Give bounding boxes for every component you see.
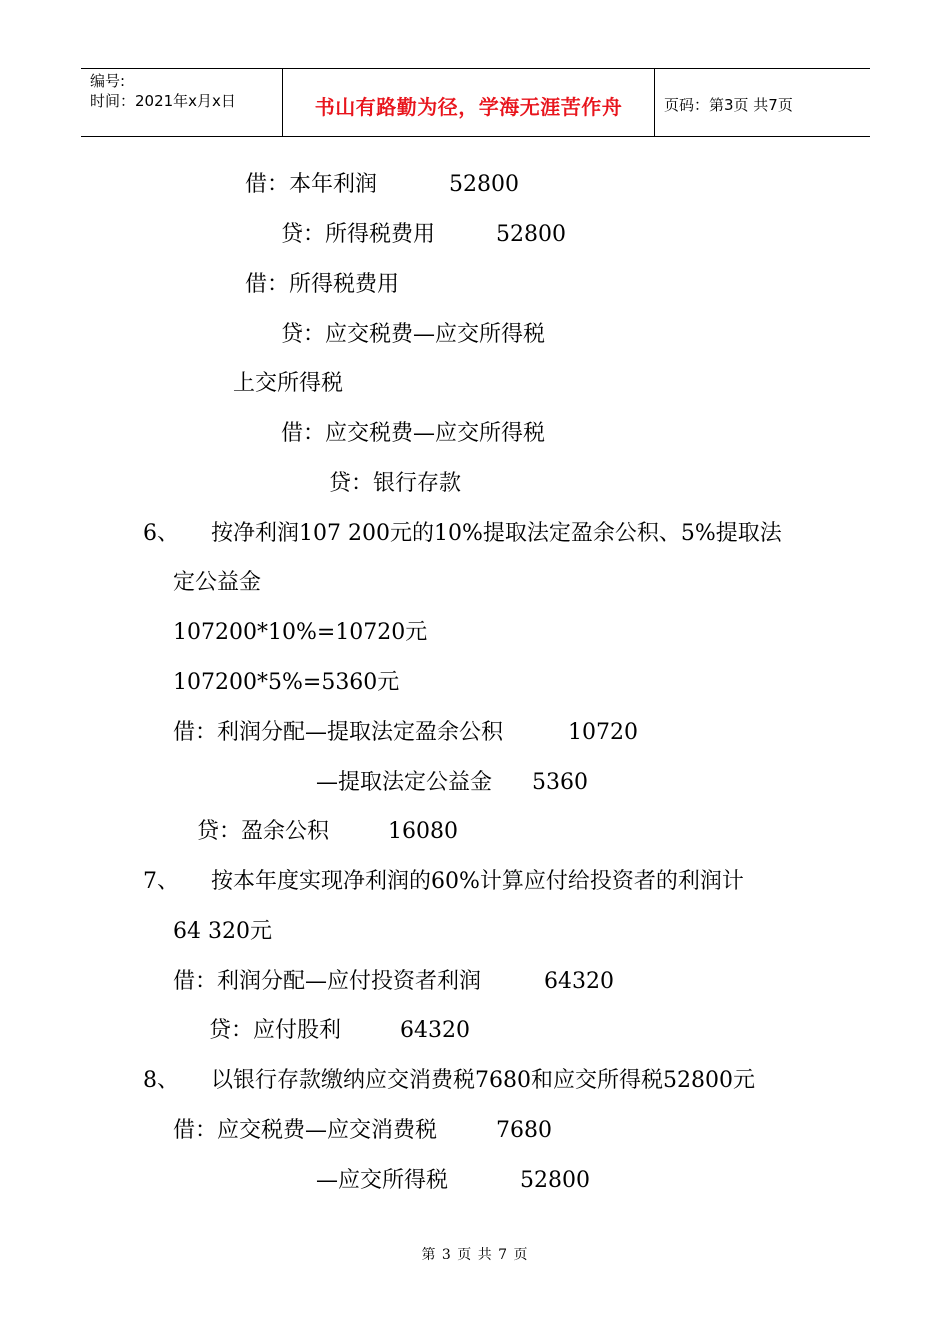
entry-amount: 10720 [568,720,638,745]
entry-line: 贷：所得税费用 [281,222,436,247]
entry-line: 借：所得税费用 [245,272,400,297]
entry-line: 借：本年利润 [245,172,378,197]
entry-line: 上交所得税 [233,371,344,396]
entry-amount: 7680 [496,1118,552,1143]
entry-line: 贷：应交税费—应交所得税 [281,322,546,347]
item-text: 按净利润107 200元的10%提取法定盈余公积、5%提取法 [211,521,782,546]
entry-amount: 64320 [544,969,614,994]
time-label: 时间：2021年x月x日 [90,92,236,110]
calc-line: 107200*10%=10720元 [173,620,428,645]
document-header [81,68,870,137]
header-motto: 书山有路勤为径，学海无涯苦作舟 [314,95,623,119]
entry-amount: 52800 [449,172,519,197]
entry-line: —提取法定公益金 [316,770,493,795]
header-divider [654,69,655,136]
entry-line: 贷：应付股利 [209,1018,342,1043]
entry-amount: 64320 [400,1018,470,1043]
header-page-info: 页码：第3页 共7页 [664,96,793,114]
entry-line: —应交所得税 [316,1168,449,1193]
item-text: 以银行存款缴纳应交消费税7680和应交所得税52800元 [211,1068,755,1093]
item-number: 8、 [143,1068,179,1093]
entry-line: 借：利润分配—提取法定盈余公积 [173,720,504,745]
calc-line: 107200*5%=5360元 [173,670,400,695]
entry-line: 借：应交税费—应交所得税 [281,421,546,446]
number-label: 编号: [90,72,126,90]
item-text: 定公益金 [173,570,262,595]
entry-line: 贷：盈余公积 [197,819,330,844]
entry-amount: 52800 [496,222,566,247]
entry-line: 借：利润分配—应付投资者利润 [173,969,482,994]
entry-amount: 52800 [520,1168,590,1193]
entry-line: 借：应交税费—应交消费税 [173,1118,438,1143]
item-number: 7、 [143,869,179,894]
page-footer: 第 3 页 共 7 页 [421,1247,529,1263]
header-meta [90,71,236,111]
item-number: 6、 [143,521,179,546]
entry-line: 贷：银行存款 [329,471,462,496]
entry-amount: 5360 [532,770,588,795]
item-text: 按本年度实现净利润的60%计算应付给投资者的利润计 [211,869,744,894]
item-text: 64 320元 [173,919,272,944]
entry-amount: 16080 [388,819,458,844]
